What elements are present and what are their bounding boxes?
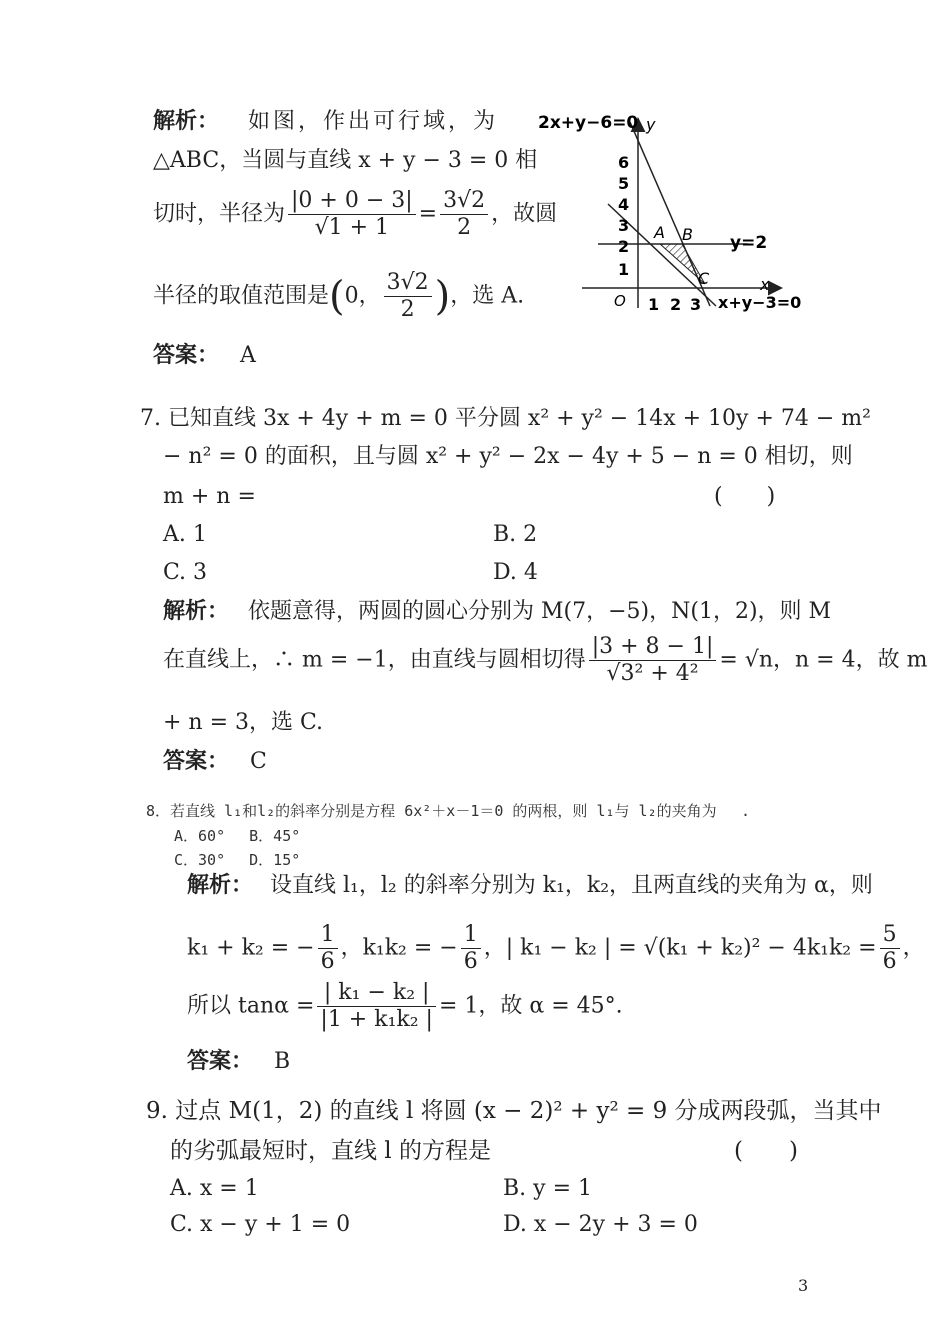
label-y2: y=2: [730, 233, 768, 253]
label-2x-y-6: 2x+y−6=0: [538, 113, 639, 133]
fraction-denominator: 6: [882, 949, 897, 974]
fraction-numerator: 1: [318, 922, 338, 949]
q8-dot: .: [741, 802, 751, 820]
p6-fraction-value: [440, 188, 488, 241]
x-axis-label: x: [760, 275, 770, 294]
q9-option-c: C. x − y + 1 = 0: [170, 1212, 351, 1237]
y-tick-1: 1: [618, 260, 630, 279]
point-b-label: B: [682, 225, 693, 244]
q9-line1: 9. 过点 M(1，2) 的直线 l 将圆 (x − 2)² + y² = 9 分成两段弧，当其中: [146, 1098, 882, 1124]
fraction-numerator: 3√2: [384, 270, 432, 297]
q7-analysis-line3: + n = 3，选 C.: [163, 710, 324, 735]
page-number: 3: [798, 1276, 809, 1295]
p6-text: 切时，半径为: [153, 201, 286, 227]
p6-text: 半径的取值范围是: [153, 283, 330, 309]
fraction-numerator: 3√2: [440, 188, 488, 215]
fraction-denominator: √1 + 1: [314, 215, 390, 240]
q7-analysis-line2: [163, 634, 927, 687]
p6-analysis-line2: △ABC，当圆与直线 x + y − 3 = 0 相: [153, 148, 538, 173]
q8-fraction-tan: [317, 980, 436, 1033]
p6-analysis-line3: [153, 188, 557, 241]
q9-line2: 的劣弧最短时，直线 l 的方程是: [170, 1138, 491, 1164]
answer-label: 答案：: [187, 1048, 254, 1074]
q8-fraction-2: [461, 922, 481, 975]
y-tick-2: 2: [618, 237, 630, 256]
q8-answer: [187, 1046, 290, 1077]
fraction-numerator: |0 + 0 − 3|: [288, 188, 416, 215]
q7-line1: 7. 已知直线 3x + 4y + m = 0 平分圆 x² + y² − 14x + 10y + 74 − m²: [140, 406, 871, 431]
feasible-region-graph: [530, 108, 810, 318]
q8-text: k₁ + k₂ = −: [187, 935, 315, 961]
q8-analysis-line3: [187, 980, 623, 1033]
fraction-numerator: 1: [461, 922, 481, 949]
q7-option-a: A. 1: [163, 522, 207, 547]
q8-text: ，: [902, 935, 925, 961]
q8-options-line1: A．60° B．45°: [174, 827, 301, 845]
fraction-denominator: 6: [320, 949, 335, 974]
q7-fraction: [589, 634, 717, 687]
q7-option-b: B. 2: [493, 522, 538, 547]
analysis-label: 解析：: [153, 108, 220, 134]
q7-line3: m + n =: [163, 484, 256, 509]
fraction-denominator: |1 + k₁k₂ |: [320, 1007, 433, 1032]
q8-options-line2: C．30° D．15°: [174, 851, 301, 869]
x-tick-1: 1: [648, 295, 660, 314]
fraction-denominator: 2: [400, 297, 415, 322]
answer-label: 答案：: [153, 342, 220, 368]
p6-text: ，选 A.: [450, 283, 525, 309]
q8-line1: 8．若直线 l₁和l₂的斜率分别是方程 6x²＋x－1＝0 的两根，则 l₁与 l₂的夹角为: [146, 802, 717, 820]
answer-value: B: [274, 1049, 291, 1074]
p6-answer: [153, 340, 256, 371]
q8-analysis-line1: [187, 870, 873, 901]
point-c-label: C: [698, 269, 710, 288]
analysis-label: 解析：: [163, 598, 230, 624]
q8-analysis-line2: [187, 922, 925, 975]
q8-text: 所以 tanα =: [187, 993, 315, 1019]
p6-text: 如图，作出可行域，为: [248, 109, 499, 134]
q8-text: 设直线 l₁，l₂ 的斜率分别为 k₁，k₂，且两直线的夹角为 α，则: [270, 873, 873, 898]
q7-text: 依题意得，两圆的圆心分别为 M(7，−5)，N(1，2)，则 M: [248, 599, 832, 624]
q9-option-b: B. y = 1: [503, 1176, 592, 1201]
p6-equals: =: [418, 201, 438, 227]
q8-fraction-1: [318, 922, 338, 975]
p6-text: ，故圆: [491, 201, 558, 227]
p6-fraction-range: [384, 270, 432, 323]
y-tick-4: 4: [618, 195, 630, 214]
p6-analysis-line1: [153, 106, 498, 137]
q8-text: ，| k₁ − k₂ | = √(k₁ + k₂)² − 4k₁k₂ =: [483, 935, 877, 961]
q7-option-c: C. 3: [163, 560, 208, 585]
y-tick-6: 6: [618, 153, 630, 172]
fraction-denominator: 2: [457, 215, 472, 240]
y-tick-5: 5: [618, 174, 630, 193]
q7-text: 在直线上，∴ m = −1，由直线与圆相切得: [163, 647, 586, 673]
label-x-y-3: x+y−3=0: [718, 293, 802, 312]
fraction-denominator: √3² + 4²: [606, 661, 699, 686]
q7-line2: − n² = 0 的面积，且与圆 x² + y² − 2x − 4y + 5 − n = 0 相切，则: [163, 444, 853, 469]
q8-fraction-3: [880, 922, 900, 975]
analysis-label: 解析：: [187, 872, 254, 898]
p6-fraction-radius: [288, 188, 416, 241]
p6-zero: 0，: [344, 283, 381, 309]
fraction-denominator: 6: [463, 949, 478, 974]
close-bracket: ): [434, 273, 451, 320]
x-tick-3: 3: [690, 295, 702, 314]
q7-answer: [163, 746, 267, 777]
q7-answer-paren: ( ): [714, 484, 776, 509]
open-paren: (: [329, 273, 345, 320]
q8-text: ，k₁k₂ = −: [340, 935, 458, 961]
p6-analysis-line4: [153, 270, 524, 323]
answer-label: 答案：: [163, 748, 230, 774]
q9-option-a: A. x = 1: [170, 1176, 259, 1201]
q9-answer-paren: ( ): [734, 1138, 798, 1164]
q9-option-d: D. x − 2y + 3 = 0: [503, 1212, 698, 1237]
fraction-numerator: | k₁ − k₂ |: [317, 980, 436, 1007]
y-axis-label: y: [646, 115, 656, 134]
q7-text: = √n，n = 4，故 m: [719, 647, 928, 673]
origin-label: O: [614, 292, 626, 310]
q7-option-d: D. 4: [493, 560, 538, 585]
fraction-numerator: 5: [880, 922, 900, 949]
fraction-numerator: |3 + 8 − 1|: [589, 634, 717, 661]
point-a-label: A: [654, 223, 665, 242]
y-tick-3: 3: [618, 216, 630, 235]
answer-value: C: [250, 749, 267, 774]
x-tick-2: 2: [670, 295, 682, 314]
q8-text: = 1，故 α = 45°.: [438, 993, 623, 1019]
answer-value: A: [240, 343, 256, 368]
q7-analysis-line1: [163, 596, 831, 627]
